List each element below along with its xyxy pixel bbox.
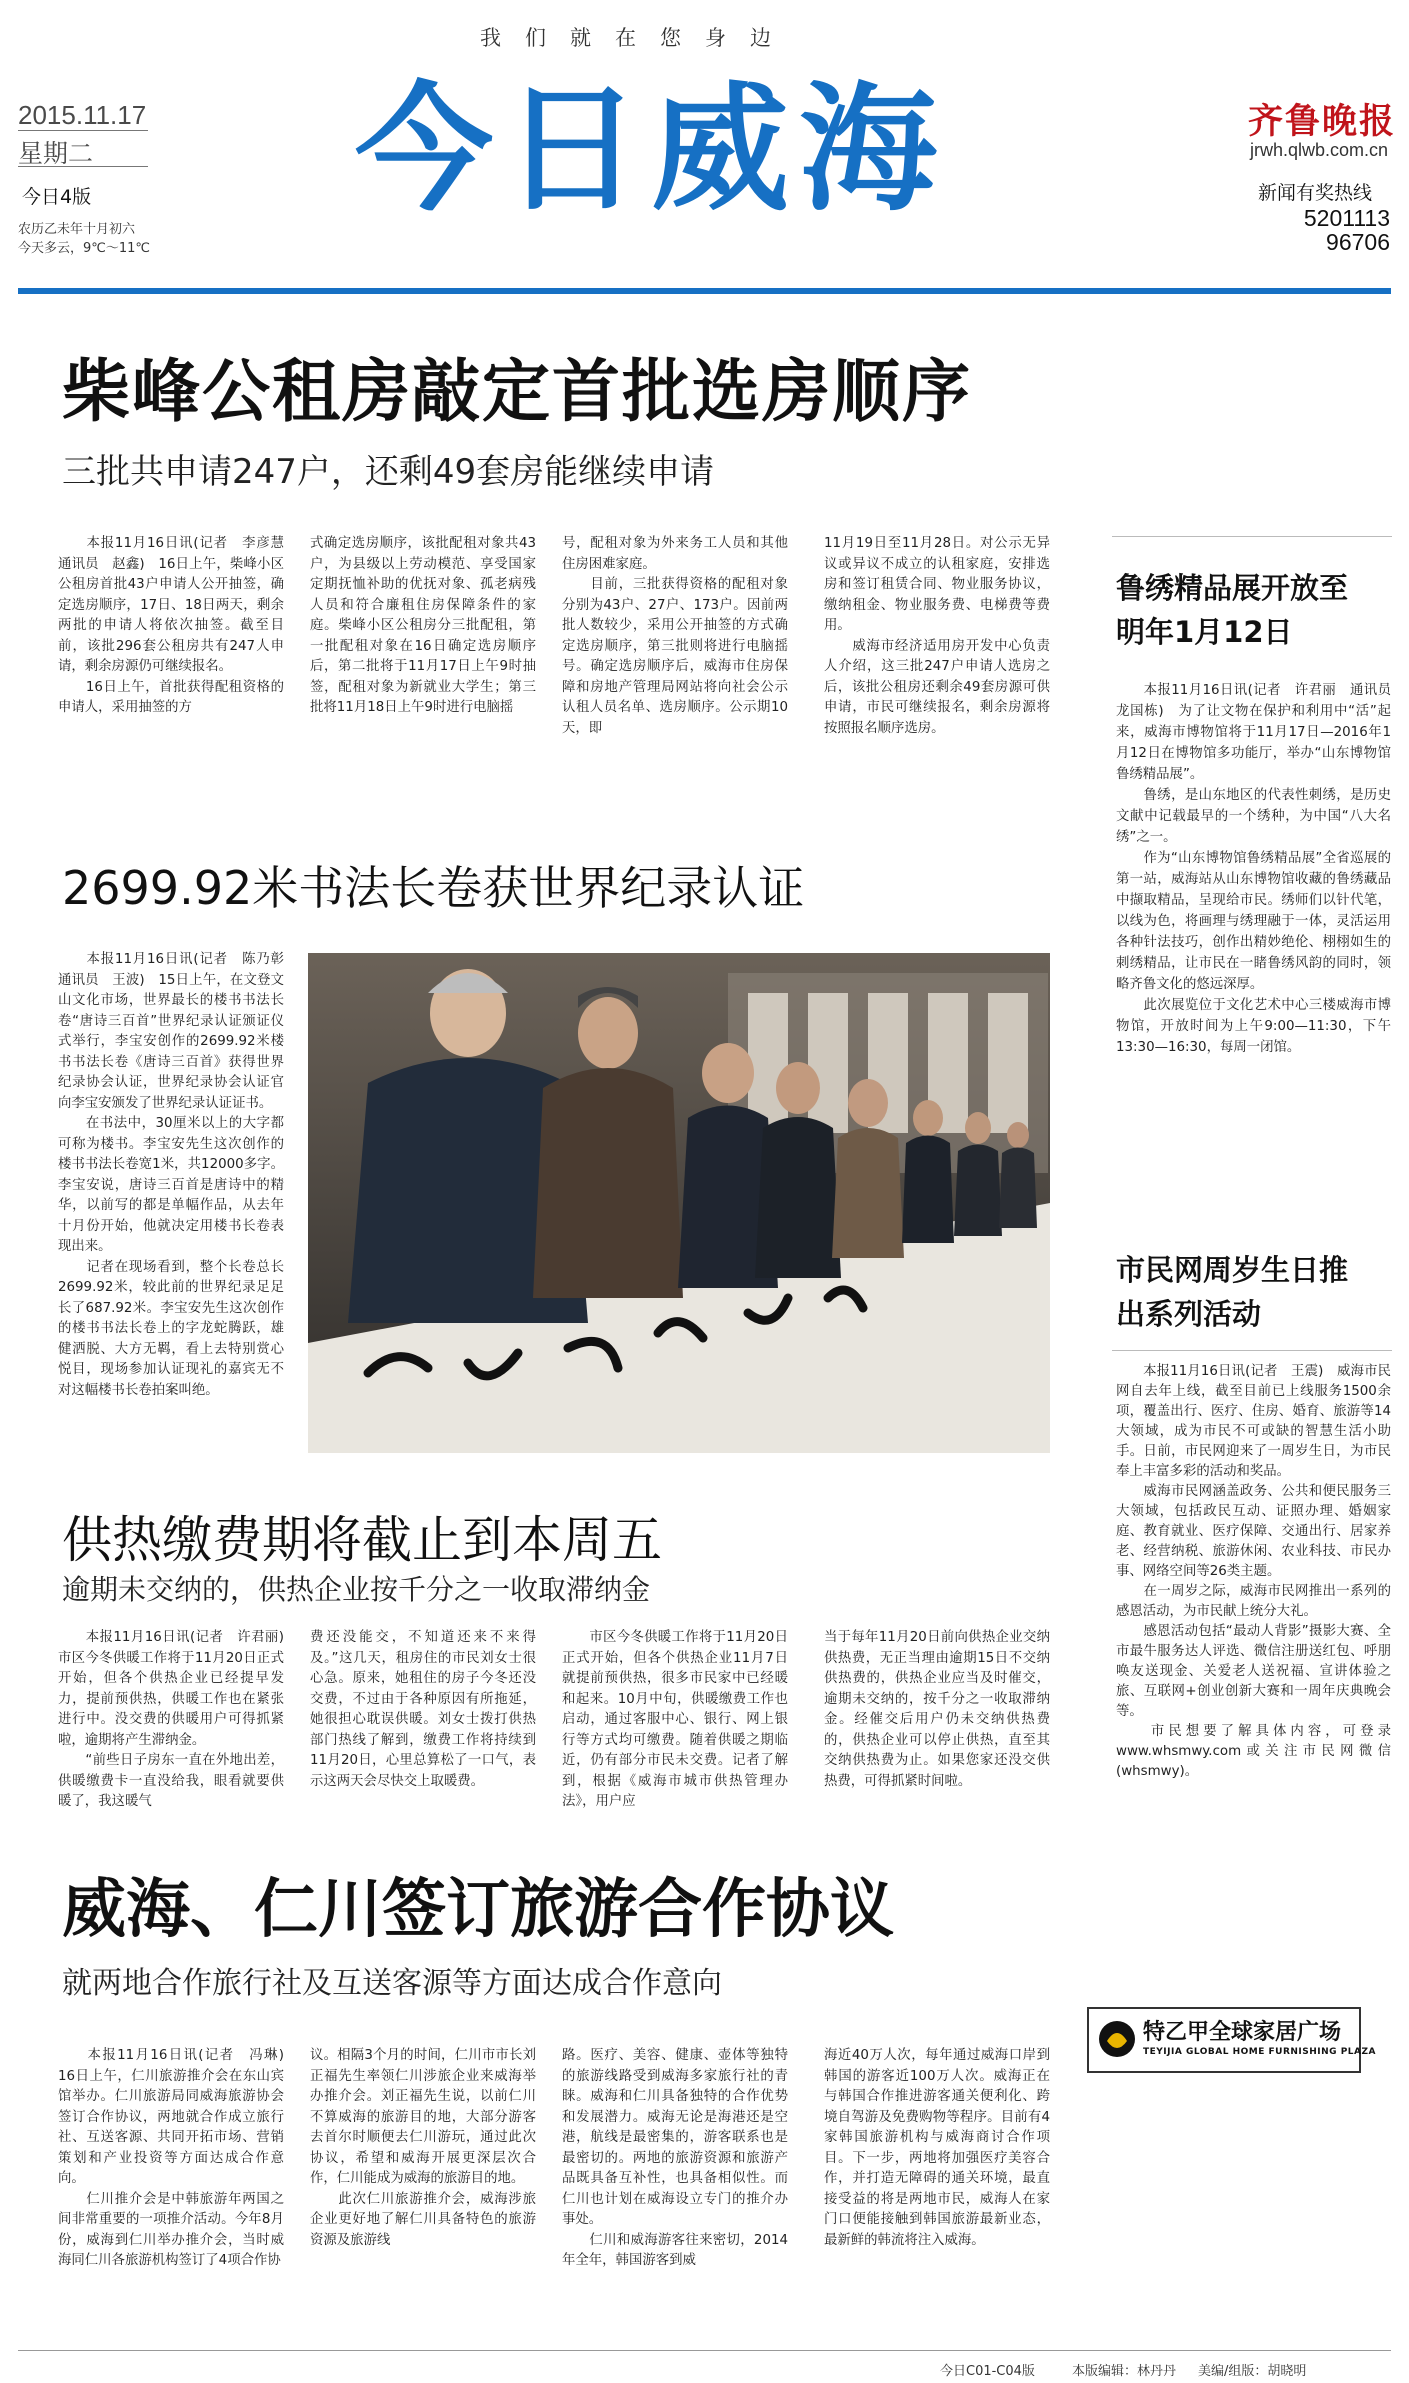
sidebar-body-citizen-web: 本报11月16日讯(记者 王震) 威海市民网自去年上线，截至目前已上线服务1500余项，覆盖出行、医疗、住房、婚育、旅游等14大领域，成为市民不可或缺的智慧生活小助手。日前，市民网迎来了一周岁生日，为市民奉上丰富多彩的活动和奖品。 威海市民网涵盖政务、公共和便民服务三大领域，包括政民互动、证照办理、婚姻家庭、教育就业、医疗保障、交通出行、居家养老、经营纳税、旅游休闲、农业科技、市民办事、网络空间等26类主题。 在一周岁之际，威海市民网推出一系列的感恩活动，为市民献上统分大礼。 感恩活动包括“最动人背影”摄影大赛、全市最牛服务达人评选、微信注册送红包、呼朋唤友送现金、关爱老人送祝福、宣讲体验之旅、互联网+创业创新大赛和一周年庆典晚会等。 市民想要了解具体内容，可登录www.whsmwy.com或关注市民网微信(whsmwy)。 (1116, 1364, 1391, 1779)
article-column: 市区今冬供暖工作将于11月20日正式开始，但各个供热企业11月7日就提前预供热，很多市民家中已经暖和起来。10月中旬，供暖缴费工作也启动，通过客服中心、银行、网上银行等方式均可缴费。随着供暖之期临近，仍有部分市民未交费。记者了解到，根据《威海市城市供热管理办法》，用户应 (562, 1630, 788, 1809)
lunar-weather (18, 220, 150, 258)
headline-housing: 柴峰公租房敲定首批选房顺序 (62, 353, 973, 432)
article-column: 当于每年11月20日前向供热企业交纳供热费，无正当理由逾期15日不交纳供热费的，供热企业应当及时催交，逾期未交纳的，按千分之一收取滞纳金。经催交后用户仍未交纳供热费的，供热企业可以停止供热，直至其交纳供热费为止。如果您家还没交供热费，可得抓紧时间啦。 (824, 1630, 1050, 1789)
sidebar-headline-embroidery: 鲁绣精品展开放至明年1月12日 (1116, 571, 1349, 649)
ad-furnishing-plaza[interactable] (1087, 2007, 1376, 2073)
sidebar-rule (1112, 1350, 1392, 1351)
article-column: 路。医疗、美容、健康、壶体等独特的旅游线路受到威海多家旅行社的青睐。威海和仁川具备独特的合作优势和发展潜力。威海无论是海港还是空港，航线是最密集的，游客联系也是最密切的。两地的旅游资源和旅游产品既具备互补性，也具备相似性。而仁川也计划在威海设立专门的推介办事处。 仁川和威海游客往来密切，2014年全年，韩国游客到威 (562, 2048, 788, 2268)
weather: 今天多云，9℃～11℃ (18, 241, 151, 256)
subhead-tourism: 就两地合作旅行社及互送客源等方面达成合作意向 (62, 1966, 722, 2001)
lunar-date: 农历乙未年十月初六 (18, 222, 136, 237)
article-column: 本报11月16日讯(记者 许君丽) 市区今冬供暖工作将于11月20日正式开始，但各个供热企业已经提早发力，提前预供热，供暖工作也在紧张进行中。没交费的供暖用户可得抓紧啦，逾期将产生滞纳金。 “前些日子房东一直在外地出差，供暖缴费卡一直没给我，眼看就要供暖了，我这暖气 (58, 1630, 284, 1809)
edition-label: 今日4版 (22, 186, 92, 208)
headline-heating: 供热缴费期将截止到本周五 (62, 1511, 662, 1569)
article-column: 议。相隔3个月的时间，仁川市市长刘正福先生率领仁川涉旅企业来威海举办推介会。刘正福先生说，以前仁川不算威海的旅游目的地，大部分游客去首尔时顺便去仁川游玩，通过此次协议，希望和威海开展更深层次合作，仁川能成为威海的旅游目的地。 此次仁川旅游推介会，威海涉旅企业更好地了解仁川具备特色的旅游资源及旅游线 (310, 2048, 536, 2248)
weekday-divider (18, 166, 148, 167)
ad-name-en: TEYIJIA GLOBAL HOME FURNISHING PLAZA (1143, 2047, 1376, 2057)
article-column: 11月19日至11月28日。对公示无异议或异议不成立的认租家庭，安排选房和签订租赁合同、物业服务协议，缴纳租金、物业服务费、电梯费等费用。 威海市经济适用房开发中心负责人介绍，这三批247户申请人选房之后，该批公租房还剩余49套房源可供申请，市民可继续报名，剩余房源将按照报名顺序选房。 (824, 536, 1050, 736)
issue-date: 2015.11.17 (18, 100, 147, 130)
sidebar-body-embroidery: 本报11月16日讯(记者 许君丽 通讯员 龙国栋) 为了让文物在保护和利用中“活”起来，威海市博物馆将于11月17日—2016年1月12日在博物馆多功能厅，举办“山东博物馆鲁绣精品展”。 鲁绣，是山东地区的代表性刺绣，是历史文献中记载最早的一个绣种，为中国“八大名绣”之一。 作为“山东博物馆鲁绣精品展”全省巡展的第一站，威海站从山东博物馆收藏的鲁绣藏品中撷取精品，呈现给市民。绣师们以针代笔，以线为色，将画理与绣理融于一体，灵活运用各种针法技巧，创作出精妙绝伦、栩栩如生的刺绣精品，让市民在一睹鲁绣风韵的同时，领略齐鲁文化的悠远深厚。 此次展览位于文化艺术中心三楼威海市博物馆，开放时间为上午9:00—11:30，下午13:30—16:30，每周一闭馆。 (1116, 683, 1391, 1055)
article-column: 号，配租对象为外来务工人员和其他住房困难家庭。 目前，三批获得资格的配租对象分别为43户、27户、173户。因前两批人数较少，采用公开抽签的方式确定选房顺序，第三批则将进行电脑摇号。确定选房顺序后，威海市住房保障和房地产管理局网站将向社会公示认租人员名单、选房顺序。公示期10天，即 (562, 536, 788, 736)
ad-name: 特乙甲全球家居广场 (1143, 2020, 1342, 2045)
footer-editor: 本版编辑：林丹丹 (1072, 2364, 1177, 2379)
footer-rule (18, 2350, 1391, 2351)
headline-tourism: 威海、仁川签订旅游合作协议 (62, 1873, 894, 1947)
brand-logo: 齐鲁晚报 (1248, 101, 1397, 142)
website[interactable]: jrwh.qlwb.com.cn (1250, 140, 1389, 160)
headline-calligraphy: 2699.92米书法长卷获世界纪录认证 (62, 861, 805, 915)
hotline-number: 96706 (1326, 229, 1390, 255)
weekday: 星期二 (18, 139, 94, 168)
plaza-logo-icon (1097, 2019, 1137, 2059)
footer-pages: 今日C01-C04版 (940, 2364, 1035, 2379)
article-column: 式确定选房顺序，该批配租对象共43户，为县级以上劳动模范、享受国家定期抚恤补助的优抚对象、孤老病残人员和符合廉租住房保障条件的家庭。柴峰小区公租房分三批配租，第一批配租对象在16日确定选房顺序后，第二批将于11月17日上午9时抽签，配租对象为新就业大学生；第三批将11月18日上午9时进行电脑摇 (310, 536, 536, 715)
article-column: 本报11月16日讯(记者 冯琳) 16日上午，仁川旅游推介会在东山宾馆举办。仁川旅游局同威海旅游协会签订合作协议，两地就合作成立旅行社、互送客源、共同开拓市场、营销策划和产业投资等方面达成合作意向。 仁川推介会是中韩旅游年两国之间非常重要的一项推介活动。今年8月份，威海到仁川举办推介会，当时威海同仁川各旅游机构签订了4项合作协 (58, 2048, 284, 2268)
sidebar-headline-citizen-web: 市民网周岁生日推出系列活动 (1116, 1253, 1349, 1331)
calligraphy-photo (308, 953, 1050, 1453)
subhead-housing: 三批共申请247户，还剩49套房能继续申请 (62, 452, 715, 492)
slogan: 我们就在您身边 (480, 26, 795, 50)
date-divider (18, 130, 148, 131)
header-rule (18, 288, 1391, 294)
hotline-label: 新闻有奖热线 (1258, 182, 1373, 204)
hotline-numbers (1300, 206, 1390, 254)
photo-illustration (308, 953, 1050, 1453)
article-column: 本报11月16日讯(记者 李彦慧 通讯员 赵鑫) 16日上午，柴峰小区公租房首批43户申请人公开抽签，确定选房顺序，17日、18日两天，剩余两批的申请人将依次抽签。截至目前，该批296套公租房共有247人申请，剩余房源仍可继续报名。 16日上午，首批获得配租资格的申请人，采用抽签的方 (58, 536, 284, 715)
sidebar-rule (1112, 536, 1392, 537)
footer-design: 美编/组版：胡晓明 (1198, 2364, 1307, 2379)
article-column: 费还没能交，不知道还来不来得及。”这几天，租房住的市民刘女士很心急。原来，她租住的房子今冬还没交费，不过由于各种原因有所拖延，她很担心耽误供暖。刘女士拨打供热部门热线了解到，缴费工作将持续到11月20日，心里总算松了一口气，表示这两天会尽快交上取暖费。 (310, 1630, 536, 1789)
article-body: 本报11月16日讯(记者 陈乃彰 通讯员 王波) 15日上午，在文登文山文化市场，世界最长的楼书书法长卷“唐诗三百首”世界纪录认证颁证仪式举行，李宝安创作的2699.92米楼书书法长卷《唐诗三百首》获得世界纪录协会认证，世界纪录协会认证官向李宝安颁发了世界纪录认证证书。 在书法中，30厘米以上的大字都可称为楼书。李宝安先生这次创作的楼书书法长卷宽1米，共12000多字。李宝安说，唐诗三百首是唐诗中的精华，以前写的都是单幅作品，从去年十月份开始，他就决定用楼书长卷表现出来。 记者在现场看到，整个长卷总长2699.92米，较此前的世界纪录足足长了687.92米。李宝安先生这次创作的楼书书法长卷上的字龙蛇腾跃，雄健洒脱、大方无羁，看上去特别赏心悦目，现场参加认证现礼的嘉宾无不对这幅楼书长卷拍案叫绝。 (58, 952, 284, 1398)
subhead-heating: 逾期未交纳的，供热企业按千分之一收取滞纳金 (62, 1573, 651, 1606)
article-column: 海近40万人次，每年通过威海口岸到韩国的游客近100万人次。威海正在与韩国合作推进游客通关便利化、跨境自驾游及免费购物等程序。目前有4家韩国旅游机构与威海商讨合作项目。下一步，两地将加强医疗美容合作，并打造无障碍的通关环境，最直接受益的将是两地市民，威海人在家门口便能接触到韩国旅游最新业态，最新鲜的韩流将注入威海。 (824, 2048, 1050, 2248)
masthead: 今日威海 (355, 69, 948, 230)
hotline-number: 5201113 (1303, 205, 1390, 231)
